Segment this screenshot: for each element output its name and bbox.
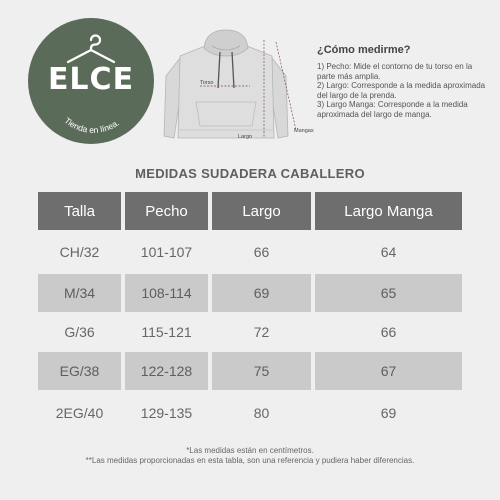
cell-size: G/36 [64, 324, 95, 340]
tagline-text: Tienda en línea. [62, 115, 122, 135]
hoodie-diagram [160, 26, 314, 146]
footnote-disclaimer: **Las medidas proporcionadas en esta tabla, son una referencia y pudiera haber diferencias. [85, 456, 415, 465]
header-sleeve-length: Largo Manga [315, 192, 462, 230]
how-to-item-sleeve: 3) Largo Manga: Corresponde a la medida aproximada del largo de manga. [317, 100, 468, 119]
cell-size: CH/32 [59, 244, 100, 260]
label-largo: Largo [238, 134, 253, 140]
cell-size: EG/38 [38, 352, 121, 390]
cell-sleeve-length: 66 [380, 324, 397, 340]
cell-chest: 115-121 [141, 324, 192, 340]
label-mangas: Mangas [294, 128, 314, 134]
hoodie-illustration [164, 30, 288, 138]
table-row [38, 274, 462, 312]
table-header-row [38, 192, 462, 230]
cell-sleeve-length: 64 [380, 244, 397, 260]
svg-text:Tienda en línea. [63, 115, 122, 135]
page-title: MEDIDAS SUDADERA CABALLERO [135, 166, 365, 181]
cell-length: 69 [212, 274, 311, 312]
cell-chest: 129-135 [140, 405, 193, 421]
header-length: Largo [212, 192, 311, 230]
footnote-units: *Las medidas están en centímetros. [186, 446, 314, 455]
cell-length: 75 [212, 352, 311, 390]
cell-size: 2EG/40 [55, 405, 104, 421]
cell-sleeve-length: 69 [380, 405, 397, 421]
cell-size: M/34 [38, 274, 121, 312]
table-row [38, 233, 462, 271]
table-row [38, 352, 462, 390]
label-torso: Torso [200, 80, 214, 86]
header-size: Talla [38, 192, 121, 230]
cell-chest: 122-128 [125, 352, 208, 390]
cell-chest: 101-107 [140, 244, 193, 260]
brand-name: ELCE [47, 62, 135, 97]
how-to-item-chest: 1) Pecho: Mide el contorno de tu torso en la parte más amplia. [317, 62, 473, 81]
table-row [38, 394, 462, 432]
cell-length: 72 [253, 324, 270, 340]
cell-length: 80 [253, 405, 270, 421]
cell-chest: 108-114 [125, 274, 208, 312]
how-to-measure-title: ¿Cómo medirme? [317, 44, 411, 56]
how-to-measure [317, 44, 492, 119]
cell-sleeve-length: 67 [315, 352, 462, 390]
cell-length: 66 [253, 244, 270, 260]
cell-sleeve-length: 65 [315, 274, 462, 312]
header-chest: Pecho [125, 192, 208, 230]
table-row [38, 313, 462, 351]
footnotes [0, 446, 500, 466]
how-to-item-length: 2) Largo: Corresponde a la medida aproximada del largo de la prenda. [317, 81, 486, 100]
brand-tagline [28, 18, 154, 144]
brand-logo [28, 18, 154, 144]
